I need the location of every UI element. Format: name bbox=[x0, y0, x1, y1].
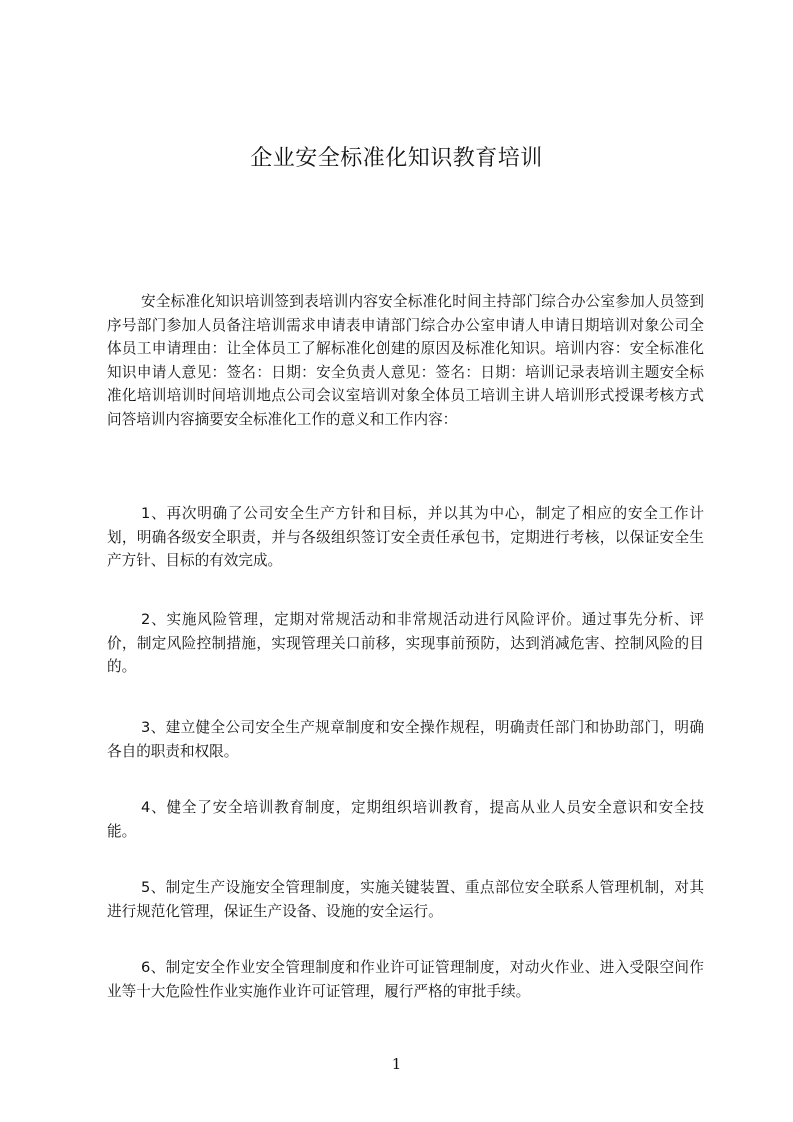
list-item: 4、健全了安全培训教育制度，定期组织培训教育，提高从业人员安全意识和安全技能。 bbox=[107, 799, 704, 840]
list-item: 2、实施风险管理，定期对常规活动和非常规活动进行风险评价。通过事先分析、评价，制定风险控制措施，实现管理关口前移，实现事前预防，达到消减危害、控制风险的目的。 bbox=[107, 611, 704, 675]
list-item: 3、建立健全公司安全生产规章制度和安全操作规程，明确责任部门和协助部门，明确各自的职责和权限。 bbox=[107, 719, 704, 760]
list-item: 5、制定生产设施安全管理制度，实施关键装置、重点部位安全联系人管理机制，对其进行规范化管理，保证生产设备、设施的安全运行。 bbox=[107, 879, 704, 920]
list-item: 1、再次明确了公司安全生产方针和目标，并以其为中心，制定了相应的安全工作计划，明确各级安全职责，并与各级组织签订安全责任承包书，定期进行考核，以保证安全生产方针、目标的有效完成。 bbox=[107, 505, 704, 569]
intro-paragraph: 安全标准化知识培训签到表培训内容安全标准化时间主持部门综合办公室参加人员签到序号部门参加人员备注培训需求申请表申请部门综合办公室申请人申请日期培训对象公司全体员工申请理由：让全体员工了解标准化创建的原因及标准化知识。培训内容：安全标准化知识申请人意见：签名：日期：安全负责人意见：签名：日期：培训记录表培训主题安全标准化培训培训时间培训地点公司会议室培训对象全体员工培训主讲人培训形式授课考核方式问答培训内容摘要安全标准化工作的意义和工作内容： bbox=[107, 293, 704, 428]
page-number: 1 bbox=[391, 1055, 402, 1073]
list-item: 6、制定安全作业安全管理制度和作业许可证管理制度，对动火作业、进入受限空间作业等十大危险性作业实施作业许可证管理，履行严格的审批手续。 bbox=[107, 959, 704, 1000]
document-title: 企业安全标准化知识教育培训 bbox=[250, 146, 543, 171]
